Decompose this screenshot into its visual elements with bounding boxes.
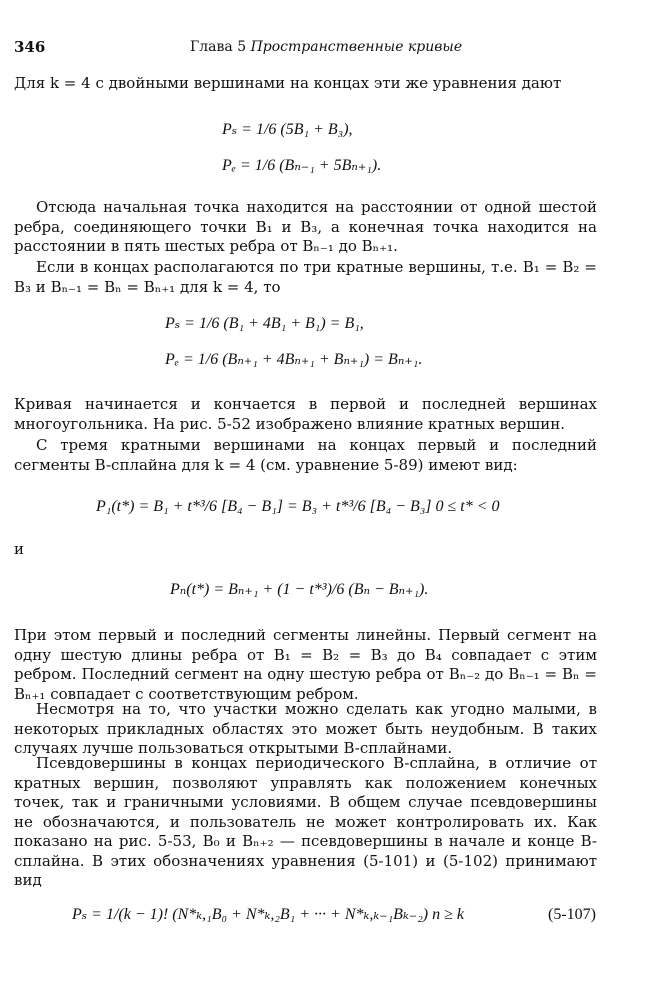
page-number: 346: [14, 38, 46, 56]
paragraph-9: Псевдовершины в концах периодического B-сплайна, в отличие от кратных вершин, позволяют управлять как положением конечных точек, так и граничными условиями. В общем случае псевдовершины не обозначаются, и пользователь не может контролировать их. Как показано на рис. 5-53, B₀ и Bₙ₊₂ — псевдовершины в начале и конце B-сплайна. В этих обозначениях уравнения (5-101) и (5-102) принимают вид: [14, 754, 597, 889]
running-head: [190, 38, 462, 56]
chapter-title: Пространственные кривые: [250, 39, 463, 55]
equation-number: (5-107): [548, 906, 596, 923]
paragraph-5: С тремя кратными вершинами на концах первый и последний сегменты B-сплайна для k = 4 (см. уравнение 5-89) имеют вид:: [14, 436, 597, 474]
paragraph-6: и: [14, 540, 24, 558]
equation-ps-triple: Pₛ = 1/6 (B₁ + 4B₁ + B₁) = B₁,: [165, 315, 364, 332]
paragraph-2: Отсюда начальная точка находится на расстоянии от одной шестой ребра, соединяющего точки B₁ и B₃, а конечная точка находится на расстоянии в пять шестых ребра от Bₙ₋₁ до Bₙ₊₁.: [14, 198, 597, 255]
equation-first-segment: P₁(t*) = B₁ + t*³/6 [B₄ − B₁] = B₃ + t*³/6 [B₄ − B₃] 0 ≤ t* < 0: [96, 498, 500, 515]
equation-last-segment: Pₙ(t*) = Bₙ₊₁ + (1 − t*³)/6 (Bₙ − Bₙ₊₁).: [170, 581, 429, 598]
equation-5-107: Pₛ = 1/(k − 1)! (N*ₖ,₁B₀ + N*ₖ,₂B₁ + ··· + N*ₖ,ₖ₋₁Bₖ₋₂) n ≥ k: [72, 906, 464, 923]
equation-pe-triple: Pₑ = 1/6 (Bₙ₊₁ + 4Bₙ₊₁ + Bₙ₊₁) = Bₙ₊₁.: [165, 351, 423, 368]
equation-pe-double: Pₑ = 1/6 (Bₙ₋₁ + 5Bₙ₊₁).: [222, 157, 382, 174]
paragraph-7: При этом первый и последний сегменты линейны. Первый сегмент на одну шестую длины ребра от B₁ = B₂ = B₃ до B₄ совпадает с этим ребром. Последний сегмент на одну шестую ребра от Bₙ₋₂ до Bₙ₋₁ = Bₙ = Bₙ₊₁ совпадает с соответствующим ребром.: [14, 626, 597, 703]
chapter-label: Глава 5: [190, 39, 247, 55]
paragraph-4: Кривая начинается и кончается в первой и последней вершинах многоугольника. На рис. 5-52 изображено влияние кратных вершин.: [14, 395, 597, 433]
equation-ps-double: Pₛ = 1/6 (5B₁ + B₃),: [222, 121, 353, 138]
paragraph-3: Если в концах располагаются по три кратные вершины, т.е. B₁ = B₂ = B₃ и Bₙ₋₁ = Bₙ = Bₙ₊₁ для k = 4, то: [14, 258, 597, 296]
paragraph-8: Несмотря на то, что участки можно сделать как угодно малыми, в некоторых прикладных областях это может быть неудобным. В таких случаях лучше пользоваться открытыми B-сплайнами.: [14, 700, 597, 757]
paragraph-1: Для k = 4 с двойными вершинами на концах эти же уравнения дают: [14, 74, 562, 92]
